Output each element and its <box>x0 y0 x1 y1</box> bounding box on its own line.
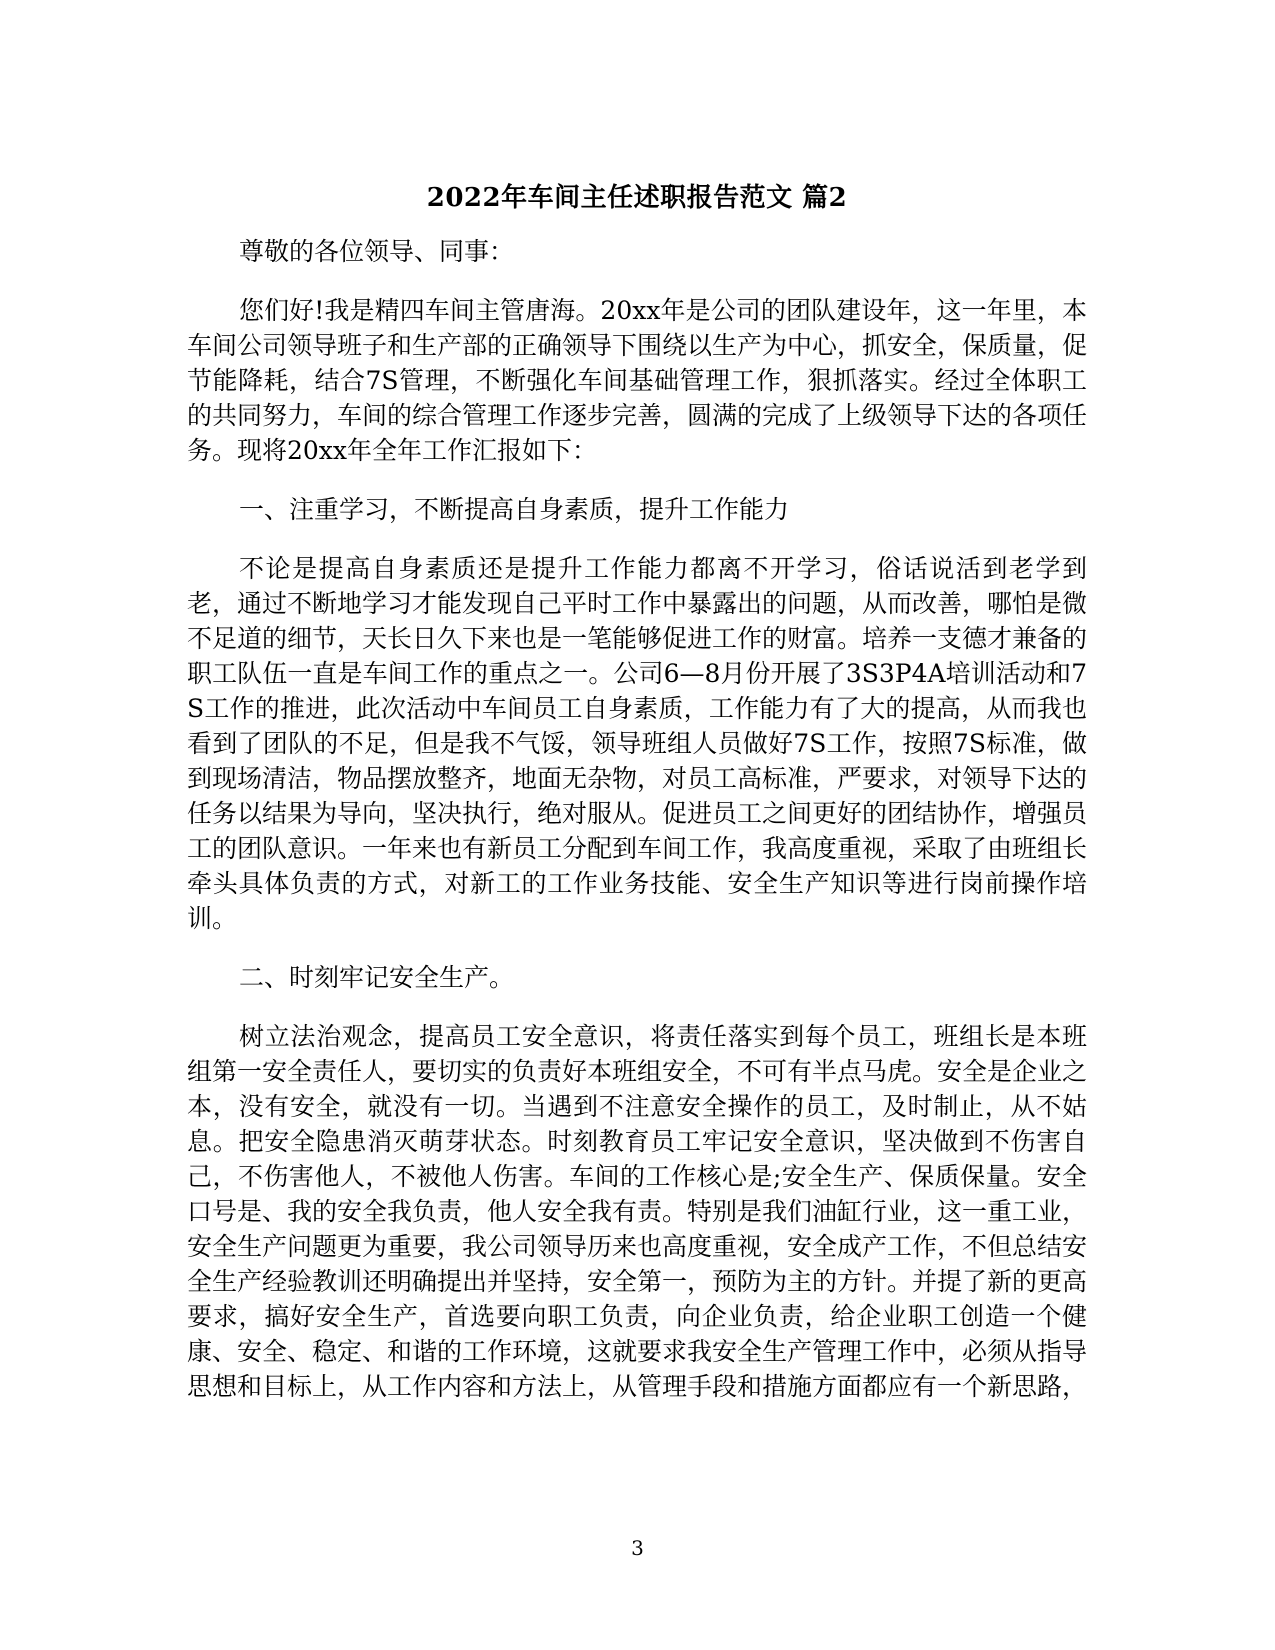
section-heading-safety: 二、时刻牢记安全生产。 <box>239 963 515 992</box>
paragraph-safety: 树立法治观念，提高员工安全意识，将责任落实到每个员工，班组长是本班组第一安全责任人，要切实的负责好本班组安全，不可有半点马虎。安全是企业之本，没有安全，就没有一切。当遇到不注意安全操作的员工，及时制止，从不姑息。把安全隐患消灭萌芽状态。时刻教育员工牢记安全意识，坚决做到不伤害自己，不伤害他人，不被他人伤害。车间的工作核心是;安全生产、保质保量。安全口号是、我的安全我负责，他人安全我有责。特别是我们油缸行业，这一重工业，安全生产问题更为重要，我公司领导历来也高度重视，安全成产工作，不但总结安全生产经验教训还明确提出并坚持，安全第一，预防为主的方针。并提了新的更高要求，搞好安全生产，首选要向职工负责，向企业负责，给企业职工创造一个健康、安全、稳定、和谐的工作环境，这就要求我安全生产管理工作中，必须从指导思想和目标上，从工作内容和方法上，从管理手段和措施方面都应有一个新思路， <box>187 1022 1088 1401</box>
page-number: 3 <box>631 1536 644 1560</box>
document-title: 2022年车间主任述职报告范文 篇2 <box>426 183 848 213</box>
section-heading-learning: 一、注重学习，不断提高自身素质，提升工作能力 <box>239 495 790 524</box>
document-body <box>187 178 1087 1428</box>
paragraph-salutation: 尊敬的各位领导、同事： <box>239 237 515 266</box>
paragraph-learning: 不论是提高自身素质还是提升工作能力都离不开学习，俗话说活到老学到老，通过不断地学习才能发现自己平时工作中暴露出的问题，从而改善，哪怕是微不足道的细节，天长日久下来也是一笔能够促进工作的财富。培养一支德才兼备的职工队伍一直是车间工作的重点之一。公司6—8月份开展了3S3P4A培训活动和7S工作的推进，此次活动中车间员工自身素质，工作能力有了大的提高，从而我也看到了团队的不足，但是我不气馁，领导班组人员做好7S工作，按照7S标准，做到现场清洁，物品摆放整齐，地面无杂物，对员工高标准，严要求，对领导下达的任务以结果为导向，坚决执行，绝对服从。促进员工之间更好的团结协作，增强员工的团队意识。一年来也有新员工分配到车间工作，我高度重视，采取了由班组长牵头具体负责的方式，对新工的工作业务技能、安全生产知识等进行岗前操作培训。 <box>187 554 1088 933</box>
paragraph-introduction: 您们好!我是精四车间主管唐海。20xx年是公司的团队建设年，这一年里，本车间公司领导班子和生产部的正确领导下围绕以生产为中心，抓安全，保质量，促节能降耗，结合7S管理，不断强化车间基础管理工作，狠抓落实。经过全体职工的共同努力，车间的综合管理工作逐步完善，圆满的完成了上级领导下达的各项任务。现将20xx年全年工作汇报如下： <box>187 296 1088 465</box>
